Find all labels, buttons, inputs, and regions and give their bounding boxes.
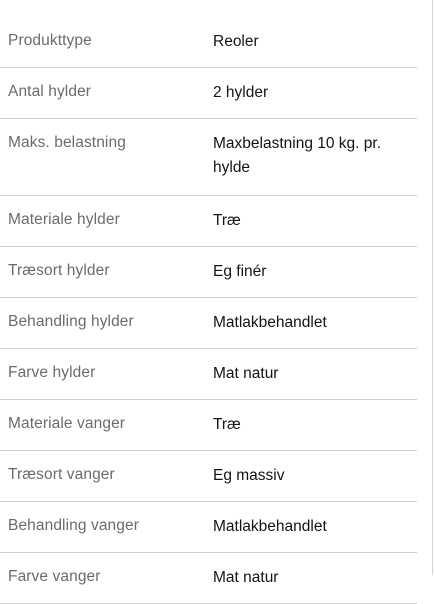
spec-label: Materiale hylder — [8, 211, 120, 228]
spec-row-materiale-vanger — [0, 400, 417, 451]
product-spec-table — [0, 17, 417, 604]
spec-label: Materiale vanger — [8, 415, 126, 432]
spec-row-traesort-vanger — [0, 451, 417, 502]
spec-row-antal-hylder — [0, 68, 417, 119]
spec-row-traesort-hylder — [0, 247, 417, 298]
spec-row-behandling-hylder — [0, 298, 417, 349]
spec-label: Behandling hylder — [8, 313, 134, 330]
spec-value: Reoler — [213, 33, 259, 50]
spec-row-farve-hylder — [0, 349, 417, 400]
spec-value: Mat natur — [213, 569, 279, 586]
spec-row-produkttype — [0, 17, 417, 68]
spec-label: Behandling vanger — [8, 517, 139, 534]
spec-row-behandling-vanger — [0, 502, 417, 553]
spec-row-farve-vanger — [0, 553, 417, 604]
spec-label: Antal hylder — [8, 83, 92, 100]
spec-value: Matlakbehandlet — [213, 518, 327, 535]
spec-value: Eg massiv — [213, 467, 285, 484]
spec-value: Maxbelastning 10 kg. pr. hylde — [213, 135, 382, 176]
spec-value: Matlakbehandlet — [213, 314, 327, 331]
cropped-heading-fragment — [8, 0, 68, 4]
spec-label: Træsort vanger — [8, 466, 115, 483]
spec-row-maks-belastning — [0, 119, 417, 196]
spec-label: Maks. belastning — [8, 134, 126, 151]
spec-value: Træ — [213, 416, 241, 433]
spec-value: 2 hylder — [213, 84, 269, 101]
spec-label: Farve hylder — [8, 364, 96, 381]
spec-value: Mat natur — [213, 365, 279, 382]
spec-value: Eg finér — [213, 263, 267, 280]
spec-label: Farve vanger — [8, 568, 101, 585]
spec-value: Træ — [213, 212, 241, 229]
spec-row-materiale-hylder — [0, 196, 417, 247]
spec-label: Produkttype — [8, 32, 92, 49]
spec-label: Træsort hylder — [8, 262, 110, 279]
page-edge-divider — [432, 0, 433, 575]
